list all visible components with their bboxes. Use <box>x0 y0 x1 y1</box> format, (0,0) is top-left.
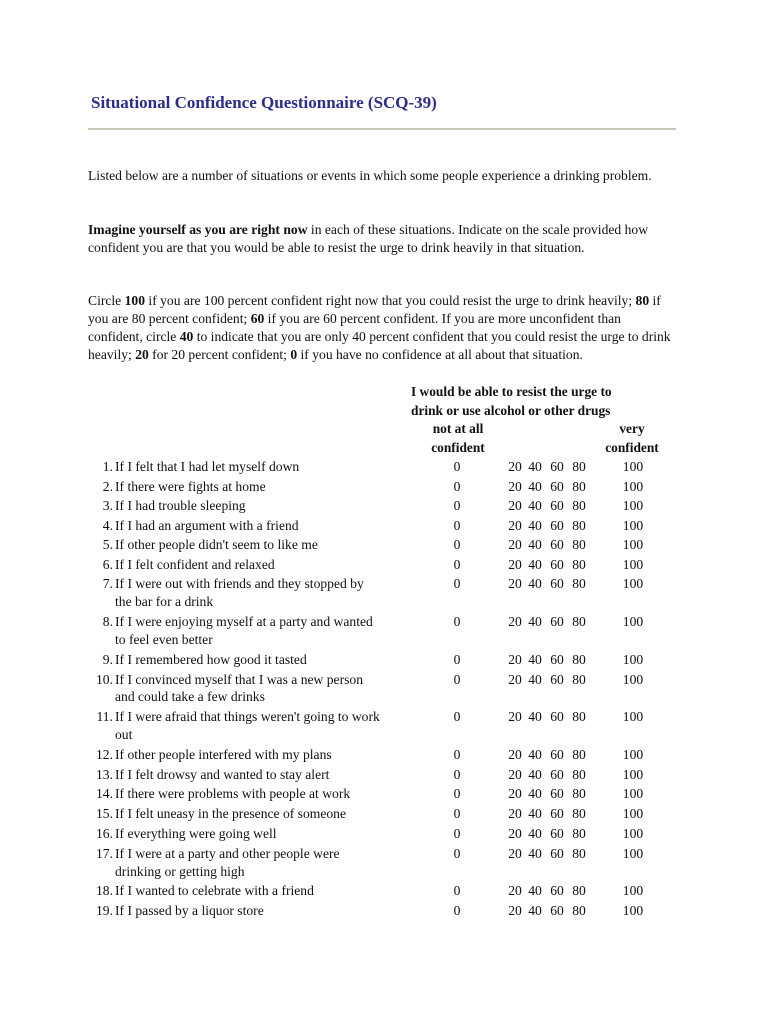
item-text-line: If other people interfered with my plans <box>115 747 332 762</box>
rating-option-100[interactable]: 100 <box>622 478 644 494</box>
rating-option-20[interactable]: 20 <box>508 671 522 687</box>
item-text-line: the bar for a drink <box>115 593 214 609</box>
intro-paragraph-1: Listed below are a number of situations or events in which some people experience a drinking problem. <box>88 168 652 183</box>
scale-label-line: not at all <box>432 421 484 436</box>
rating-option-100[interactable]: 100 <box>622 459 644 474</box>
rating-option-60[interactable]: 60 <box>550 478 564 494</box>
item-text <box>115 478 415 496</box>
item-text-line: If there were problems with people at work <box>115 786 351 801</box>
rating-option-20[interactable]: 20 <box>508 537 522 552</box>
rating-option-80[interactable]: 80 <box>572 766 586 782</box>
rating-option-40[interactable]: 40 <box>528 671 542 687</box>
rating-option-40[interactable]: 40 <box>528 614 542 629</box>
rating-option-20[interactable]: 20 <box>508 903 522 918</box>
rating-option-20[interactable]: 20 <box>508 614 522 629</box>
rating-option-0[interactable]: 0 <box>453 498 461 513</box>
rating-option-80[interactable]: 80 <box>572 614 586 629</box>
item-text <box>115 785 415 803</box>
item-text <box>115 556 415 574</box>
rating-option-20[interactable]: 20 <box>508 883 522 898</box>
rating-option-0[interactable]: 0 <box>453 786 461 801</box>
item-number: 1. <box>102 459 113 474</box>
instruction-text: if you are 80 percent confident; <box>88 293 661 326</box>
title-divider <box>88 128 676 130</box>
rating-option-100[interactable]: 100 <box>622 846 644 861</box>
item-text <box>115 805 415 823</box>
rating-option-20[interactable]: 20 <box>508 709 522 724</box>
item-text-line: If I were afraid that things weren't going to work <box>115 709 380 724</box>
scale-header-line: drink or use alcohol or other drugs <box>411 402 611 418</box>
rating-option-100[interactable]: 100 <box>622 747 644 762</box>
item-number: 3. <box>102 498 113 513</box>
rating-option-80[interactable]: 80 <box>572 903 586 918</box>
score-value: 0 <box>290 347 298 362</box>
rating-option-80[interactable]: 80 <box>572 747 586 762</box>
rating-option-80[interactable]: 80 <box>572 826 586 841</box>
scoring-instructions <box>88 292 678 364</box>
item-text-line: If I were enjoying myself at a party and wanted <box>115 614 373 629</box>
rating-option-20[interactable]: 20 <box>508 556 522 572</box>
rating-option-80[interactable]: 80 <box>572 652 586 667</box>
rating-option-60[interactable]: 60 <box>550 498 564 513</box>
score-value: 60 <box>250 311 265 326</box>
item-number: 17. <box>96 846 113 861</box>
rating-option-60[interactable]: 60 <box>550 883 564 898</box>
item-number: 14. <box>96 786 113 801</box>
rating-option-0[interactable]: 0 <box>453 556 461 572</box>
rating-option-0[interactable]: 0 <box>453 766 461 782</box>
item-text-line: If there were fights at home <box>115 478 266 494</box>
scale-label-not-confident <box>412 420 504 457</box>
instruction-text: for 20 percent confident; <box>148 347 291 362</box>
rating-option-60[interactable]: 60 <box>550 766 564 782</box>
score-value: 100 <box>124 293 146 308</box>
rating-option-60[interactable]: 60 <box>550 652 564 667</box>
rating-option-40[interactable]: 40 <box>528 517 542 533</box>
item-text-line: If I were at a party and other people were <box>115 846 340 861</box>
rating-option-20[interactable]: 20 <box>508 826 522 841</box>
rating-option-80[interactable]: 80 <box>572 537 586 552</box>
rating-option-60[interactable]: 60 <box>550 846 564 861</box>
scale-header <box>411 383 612 420</box>
rating-option-100[interactable]: 100 <box>622 556 644 572</box>
rating-option-100[interactable]: 100 <box>622 537 644 552</box>
scale-label-very-confident <box>586 420 678 457</box>
rating-option-80[interactable]: 80 <box>572 786 586 801</box>
item-text-line: If I felt drowsy and wanted to stay alert <box>115 766 330 782</box>
rating-option-0[interactable]: 0 <box>453 652 461 667</box>
item-text <box>115 902 415 920</box>
page-title: Situational Confidence Questionnaire (SCQ-39) <box>91 93 437 112</box>
rating-option-60[interactable]: 60 <box>550 826 564 841</box>
rating-option-40[interactable]: 40 <box>528 478 542 494</box>
rating-option-80[interactable]: 80 <box>572 671 586 687</box>
rating-option-40[interactable]: 40 <box>528 537 542 552</box>
item-text-line: If I had an argument with a friend <box>115 517 299 533</box>
rating-option-20[interactable]: 20 <box>508 846 522 861</box>
rating-option-80[interactable]: 80 <box>572 478 586 494</box>
rating-option-40[interactable]: 40 <box>528 903 542 918</box>
item-text-line: If everything were going well <box>115 826 277 841</box>
instruction-text: to indicate that you are only 40 percent confident that you could resist the urge to drink heavily; <box>88 329 671 362</box>
rating-option-60[interactable]: 60 <box>550 459 564 474</box>
item-number: 5. <box>102 537 113 552</box>
item-number: 13. <box>96 766 113 782</box>
item-text <box>115 536 415 554</box>
rating-option-0[interactable]: 0 <box>453 846 461 861</box>
rating-option-60[interactable]: 60 <box>550 671 564 687</box>
rating-option-0[interactable]: 0 <box>453 614 461 629</box>
rating-option-40[interactable]: 40 <box>528 766 542 782</box>
item-text-line: and could take a few drinks <box>115 689 265 704</box>
rating-option-40[interactable]: 40 <box>528 747 542 762</box>
rating-option-40[interactable]: 40 <box>528 846 542 861</box>
instruction-text: if you are 100 percent confident right now that you could resist the urge to drink heavily; <box>145 293 636 308</box>
rating-option-60[interactable]: 60 <box>550 537 564 552</box>
rating-option-20[interactable]: 20 <box>508 459 522 474</box>
item-number: 9. <box>102 652 113 667</box>
item-text-line: If I were out with friends and they stopped by <box>115 576 364 591</box>
item-number: 16. <box>96 826 113 841</box>
rating-option-0[interactable]: 0 <box>453 576 461 591</box>
item-text <box>115 651 415 669</box>
item-number: 15. <box>96 806 113 821</box>
rating-option-100[interactable]: 100 <box>622 786 644 801</box>
rating-option-0[interactable]: 0 <box>453 903 461 918</box>
item-text-line: If I felt that I had let myself down <box>115 459 300 474</box>
item-number: 19. <box>96 903 113 918</box>
item-number: 4. <box>102 517 113 533</box>
scale-label-line: very <box>619 421 645 436</box>
item-number: 8. <box>102 614 113 629</box>
rating-option-40[interactable]: 40 <box>528 459 542 474</box>
rating-option-20[interactable]: 20 <box>508 576 522 591</box>
rating-option-100[interactable]: 100 <box>622 826 644 841</box>
score-value: 40 <box>179 329 194 344</box>
rating-option-20[interactable]: 20 <box>508 652 522 667</box>
scale-header-line: I would be able to resist the urge to <box>411 384 612 399</box>
scale-label-line: confident <box>431 439 485 455</box>
rating-option-80[interactable]: 80 <box>572 498 586 513</box>
rating-option-40[interactable]: 40 <box>528 786 542 801</box>
item-number: 2. <box>102 478 113 494</box>
item-number: 6. <box>102 556 113 572</box>
rating-option-20[interactable]: 20 <box>508 747 522 762</box>
item-text <box>115 458 415 476</box>
item-text-line: If I convinced myself that I was a new person <box>115 671 363 687</box>
item-text <box>115 882 415 900</box>
rating-option-40[interactable]: 40 <box>528 556 542 572</box>
rating-option-0[interactable]: 0 <box>453 709 461 724</box>
rating-option-100[interactable]: 100 <box>622 576 644 591</box>
rating-option-80[interactable]: 80 <box>572 556 586 572</box>
rating-option-40[interactable]: 40 <box>528 709 542 724</box>
rating-option-60[interactable]: 60 <box>550 556 564 572</box>
rating-option-20[interactable]: 20 <box>508 517 522 533</box>
rating-option-20[interactable]: 20 <box>508 766 522 782</box>
rating-option-60[interactable]: 60 <box>550 806 564 821</box>
rating-option-100[interactable]: 100 <box>622 498 644 513</box>
item-text <box>115 845 415 880</box>
rating-option-0[interactable]: 0 <box>453 537 461 552</box>
item-number: 7. <box>102 576 113 591</box>
item-number: 18. <box>96 883 113 898</box>
rating-option-40[interactable]: 40 <box>528 883 542 898</box>
rating-option-60[interactable]: 60 <box>550 709 564 724</box>
rating-option-80[interactable]: 80 <box>572 883 586 898</box>
rating-option-60[interactable]: 60 <box>550 614 564 629</box>
rating-option-20[interactable]: 20 <box>508 498 522 513</box>
intro-emphasis: Imagine yourself as you are right now <box>88 222 308 237</box>
rating-option-0[interactable]: 0 <box>453 883 461 898</box>
rating-option-0[interactable]: 0 <box>453 747 461 762</box>
item-text <box>115 766 415 784</box>
item-text <box>115 613 415 648</box>
rating-option-80[interactable]: 80 <box>572 846 586 861</box>
item-text <box>115 746 415 764</box>
item-text-line: to feel even better <box>115 631 213 647</box>
item-text-line: drinking or getting high <box>115 863 245 879</box>
rating-option-100[interactable]: 100 <box>622 671 644 687</box>
rating-option-0[interactable]: 0 <box>453 806 461 821</box>
rating-option-40[interactable]: 40 <box>528 498 542 513</box>
rating-option-80[interactable]: 80 <box>572 459 586 474</box>
rating-option-100[interactable]: 100 <box>622 883 644 898</box>
rating-option-60[interactable]: 60 <box>550 517 564 533</box>
rating-option-0[interactable]: 0 <box>453 517 461 533</box>
rating-option-0[interactable]: 0 <box>453 826 461 841</box>
rating-option-20[interactable]: 20 <box>508 806 522 821</box>
instruction-text: Circle <box>88 293 125 308</box>
item-text-line: If other people didn't seem to like me <box>115 537 318 552</box>
rating-option-40[interactable]: 40 <box>528 652 542 667</box>
rating-option-40[interactable]: 40 <box>528 576 542 591</box>
rating-option-40[interactable]: 40 <box>528 826 542 841</box>
rating-option-60[interactable]: 60 <box>550 786 564 801</box>
rating-option-100[interactable]: 100 <box>622 614 644 629</box>
score-value: 20 <box>135 347 149 362</box>
score-value: 80 <box>635 293 650 308</box>
instruction-text: if you are 60 percent confident. If you are more unconfident than confident, circle <box>88 311 621 344</box>
item-text-line: If I felt uneasy in the presence of someone <box>115 806 347 821</box>
rating-option-100[interactable]: 100 <box>622 903 644 918</box>
item-text <box>115 825 415 843</box>
item-number: 10. <box>96 671 113 687</box>
rating-option-0[interactable]: 0 <box>453 671 461 687</box>
rating-option-60[interactable]: 60 <box>550 576 564 591</box>
item-text <box>115 575 415 610</box>
item-text-line: If I had trouble sleeping <box>115 498 246 513</box>
rating-option-60[interactable]: 60 <box>550 747 564 762</box>
item-text-line: out <box>115 726 133 742</box>
scale-label-line: confident <box>605 439 659 455</box>
item-text-line: If I felt confident and relaxed <box>115 556 275 572</box>
item-text <box>115 497 415 515</box>
item-number: 11. <box>96 709 113 724</box>
rating-option-80[interactable]: 80 <box>572 709 586 724</box>
rating-option-20[interactable]: 20 <box>508 786 522 801</box>
item-text-line: If I remembered how good it tasted <box>115 652 307 667</box>
intro-paragraph-2-text: in each of these situations. Indicate on the scale provided how confident you are that you would be able to resist the urge to drink heavily in that situation. <box>88 222 649 255</box>
rating-option-100[interactable]: 100 <box>622 766 644 782</box>
rating-option-100[interactable]: 100 <box>622 652 644 667</box>
item-text <box>115 517 415 535</box>
rating-option-60[interactable]: 60 <box>550 903 564 918</box>
instruction-text: if you have no confidence at all about that situation. <box>297 347 583 362</box>
item-text <box>115 708 415 743</box>
rating-option-20[interactable]: 20 <box>508 478 522 494</box>
intro-paragraph-2 <box>88 221 678 257</box>
item-text-line: If I wanted to celebrate with a friend <box>115 883 314 898</box>
rating-option-100[interactable]: 100 <box>622 806 644 821</box>
item-text-line: If I passed by a liquor store <box>115 903 264 918</box>
rating-option-100[interactable]: 100 <box>622 709 644 724</box>
rating-option-40[interactable]: 40 <box>528 806 542 821</box>
rating-option-0[interactable]: 0 <box>453 478 461 494</box>
rating-option-80[interactable]: 80 <box>572 517 586 533</box>
rating-option-80[interactable]: 80 <box>572 806 586 821</box>
item-text <box>115 671 415 706</box>
rating-option-0[interactable]: 0 <box>453 459 461 474</box>
rating-option-100[interactable]: 100 <box>622 517 644 533</box>
rating-option-80[interactable]: 80 <box>572 576 586 591</box>
item-number: 12. <box>96 747 113 762</box>
